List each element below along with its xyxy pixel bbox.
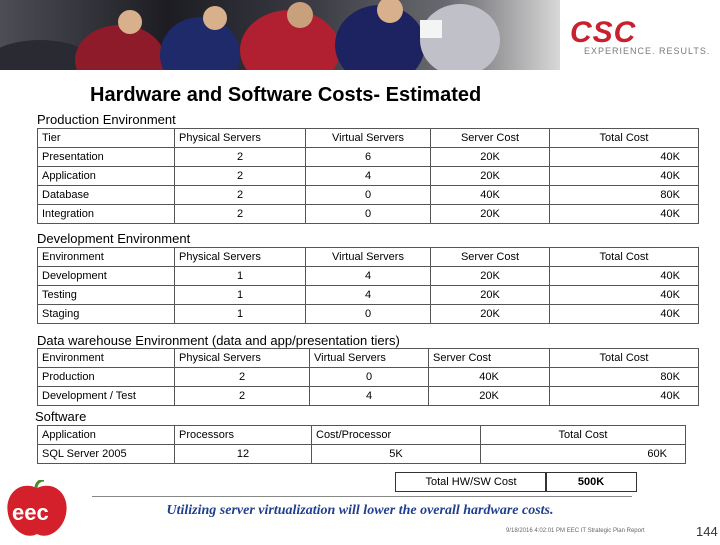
tagline: Utilizing server virtualization will lower the overall hardware costs.	[166, 503, 554, 518]
table-cell: 1	[175, 286, 306, 305]
table-cell: 40K	[550, 286, 699, 305]
table-cell: 40K	[431, 186, 550, 205]
production-table	[37, 128, 699, 224]
table-cell: Development / Test	[38, 387, 175, 406]
column-header: Server Cost	[431, 129, 550, 148]
table-cell: Application	[38, 167, 175, 186]
table-row	[38, 387, 699, 406]
column-header: Server Cost	[429, 349, 550, 368]
table-cell: 20K	[431, 167, 550, 186]
table-cell: 40K	[550, 205, 699, 224]
table-cell: 20K	[431, 286, 550, 305]
column-header: Total Cost	[550, 349, 699, 368]
table-cell: 0	[310, 368, 429, 387]
column-header: Physical Servers	[175, 129, 306, 148]
total-cost-value: 500K	[545, 472, 637, 492]
table-cell: 4	[306, 167, 431, 186]
column-header: Environment	[38, 349, 175, 368]
table-cell: 6	[306, 148, 431, 167]
table-row	[38, 286, 699, 305]
table-cell: Production	[38, 368, 175, 387]
production-heading: Production Environment	[37, 112, 176, 127]
table-cell: 20K	[431, 205, 550, 224]
table-row	[38, 368, 699, 387]
column-header: Physical Servers	[175, 248, 306, 267]
table-cell: 2	[175, 205, 306, 224]
table-cell: 20K	[431, 267, 550, 286]
table-cell: SQL Server 2005	[38, 445, 175, 464]
column-header: Virtual Servers	[306, 248, 431, 267]
header-banner-photo	[0, 0, 560, 70]
footer-text: 9/18/2016 4:02:01 PM EEC IT Strategic Plan Report	[506, 528, 645, 534]
table-cell: 4	[306, 286, 431, 305]
csc-logo-tagline: EXPERIENCE. RESULTS.	[584, 46, 711, 56]
table-header-row	[38, 349, 699, 368]
table-cell: 1	[175, 267, 306, 286]
software-heading: Software	[35, 409, 87, 424]
table-cell: 20K	[431, 148, 550, 167]
table-cell: 2	[175, 148, 306, 167]
column-header: Tier	[38, 129, 175, 148]
table-cell: 0	[306, 305, 431, 324]
table-cell: 0	[306, 186, 431, 205]
table-cell: 20K	[429, 387, 550, 406]
table-header-row	[38, 248, 699, 267]
column-header: Total Cost	[550, 129, 699, 148]
column-header: Environment	[38, 248, 175, 267]
table-cell: 2	[175, 368, 310, 387]
table-cell: 40K	[550, 167, 699, 186]
table-cell: 40K	[550, 387, 699, 406]
table-cell: 40K	[429, 368, 550, 387]
table-cell: 1	[175, 305, 306, 324]
table-cell: Development	[38, 267, 175, 286]
table-cell: 40K	[550, 267, 699, 286]
datawarehouse-heading: Data warehouse Environment (data and app/presentation tiers)	[37, 333, 400, 348]
table-cell: 5K	[312, 445, 481, 464]
divider	[92, 496, 632, 497]
table-cell: 0	[306, 205, 431, 224]
total-cost-label: Total HW/SW Cost	[395, 472, 547, 492]
table-cell: Staging	[38, 305, 175, 324]
table-cell: 40K	[550, 305, 699, 324]
table-cell: Testing	[38, 286, 175, 305]
csc-logo	[566, 16, 716, 58]
table-row	[38, 205, 699, 224]
table-row	[38, 148, 699, 167]
development-heading: Development Environment	[37, 231, 191, 246]
column-header: Total Cost	[550, 248, 699, 267]
table-cell: 2	[175, 167, 306, 186]
column-header: Application	[38, 426, 175, 445]
table-cell: 12	[175, 445, 312, 464]
eec-logo-text: eec	[12, 500, 49, 525]
table-cell: 60K	[481, 445, 686, 464]
column-header: Cost/Processor	[312, 426, 481, 445]
column-header: Virtual Servers	[306, 129, 431, 148]
table-cell: Database	[38, 186, 175, 205]
table-cell: 4	[306, 267, 431, 286]
table-row	[38, 445, 686, 464]
table-cell: 20K	[431, 305, 550, 324]
table-cell: 80K	[550, 368, 699, 387]
table-cell: 2	[175, 186, 306, 205]
table-row	[38, 305, 699, 324]
column-header: Server Cost	[431, 248, 550, 267]
table-cell: 80K	[550, 186, 699, 205]
table-header-row	[38, 129, 699, 148]
page-number: 144	[696, 524, 718, 539]
development-table	[37, 247, 699, 324]
table-cell: Presentation	[38, 148, 175, 167]
column-header: Physical Servers	[175, 349, 310, 368]
page-title: Hardware and Software Costs- Estimated	[90, 84, 482, 106]
table-cell: 2	[175, 387, 310, 406]
table-cell: Integration	[38, 205, 175, 224]
table-cell: 4	[310, 387, 429, 406]
column-header: Virtual Servers	[310, 349, 429, 368]
column-header: Processors	[175, 426, 312, 445]
table-row	[38, 167, 699, 186]
software-table	[37, 425, 686, 464]
csc-logo-mark: CSC	[570, 16, 637, 49]
table-cell: 40K	[550, 148, 699, 167]
table-header-row	[38, 426, 686, 445]
table-row	[38, 186, 699, 205]
datawarehouse-table	[37, 348, 699, 406]
table-row	[38, 267, 699, 286]
cyclists-photo	[0, 0, 560, 70]
column-header: Total Cost	[481, 426, 686, 445]
